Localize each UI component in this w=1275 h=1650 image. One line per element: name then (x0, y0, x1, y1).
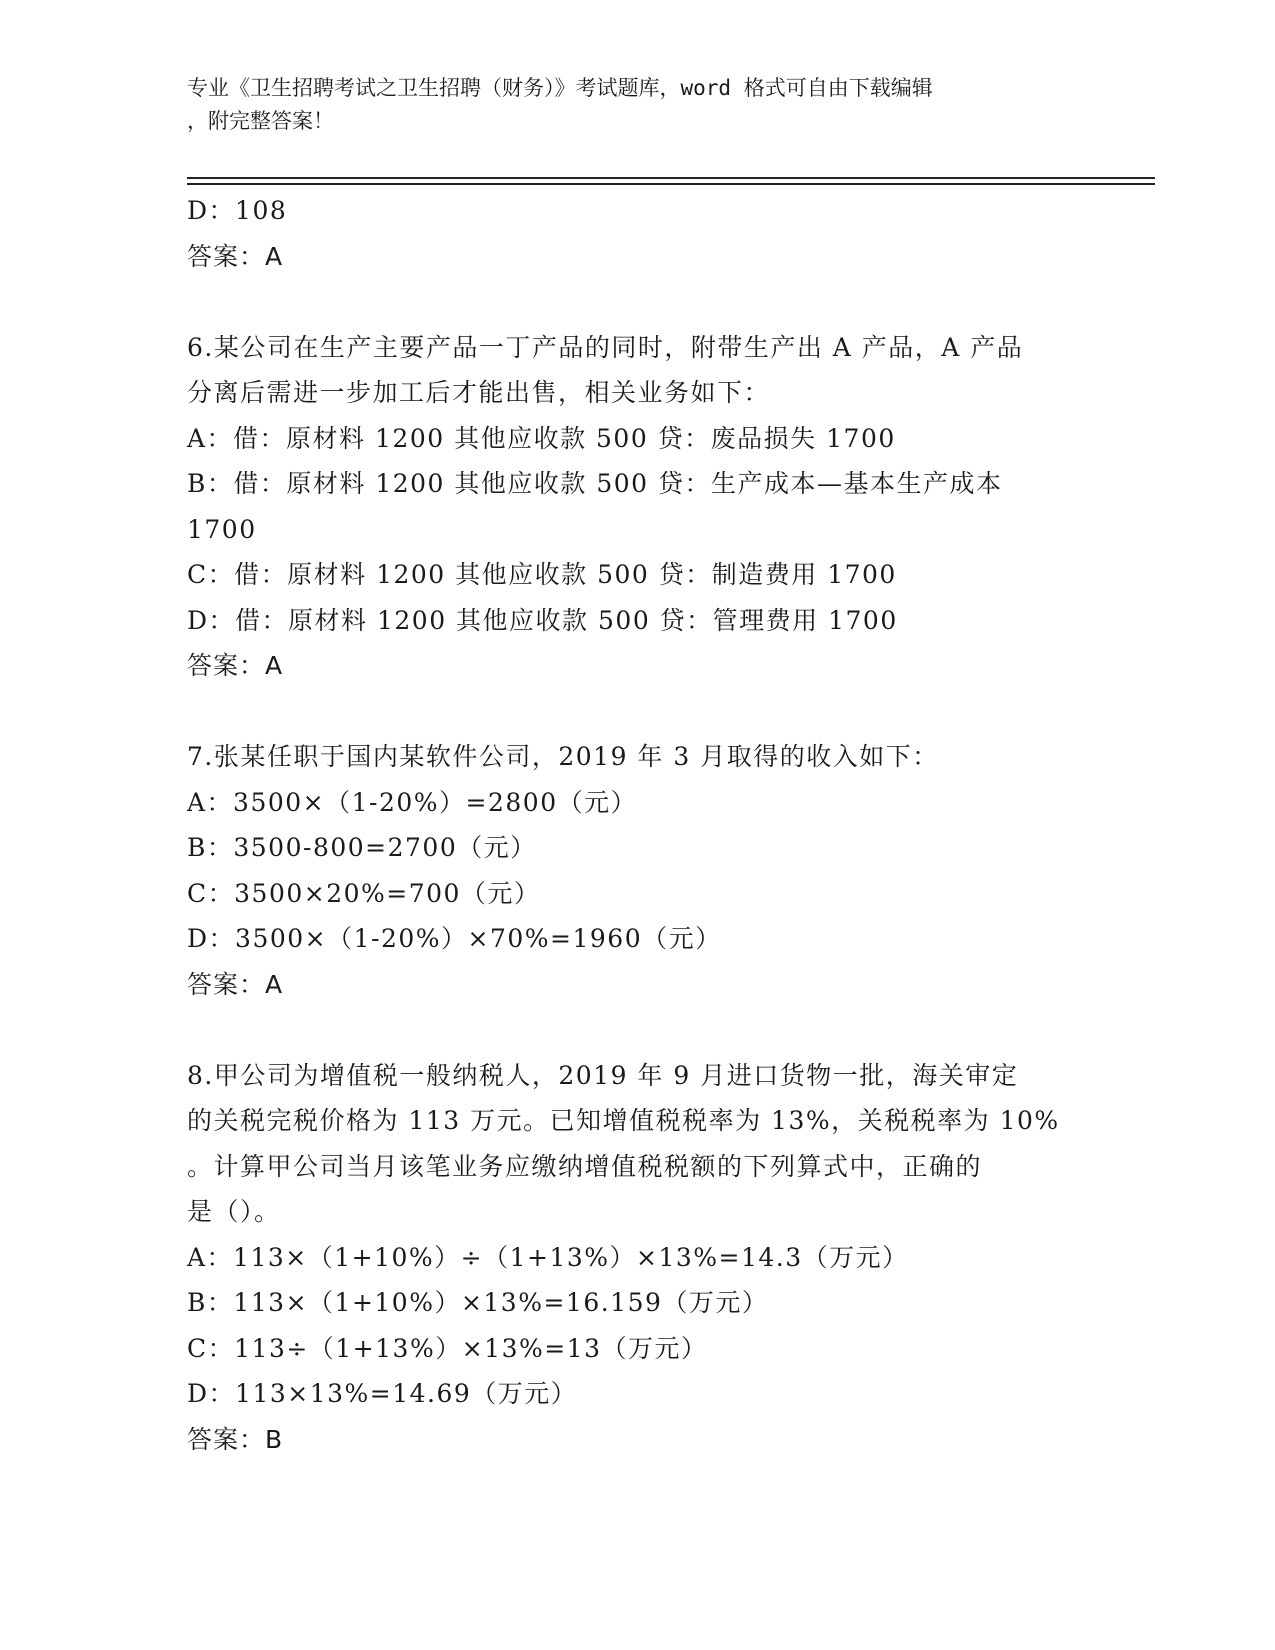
question-6 (187, 325, 1087, 689)
q8-option-b: B：113×（1+10%）×13%=16.159（万元） (187, 1288, 769, 1317)
header-line-2: ，附完整答案！ (187, 109, 334, 133)
q7-option-c: C：3500×20%=700（元） (187, 878, 541, 908)
header-line-1: 专业《卫生招聘考试之卫生招聘（财务）》考试题库，word 格式可自由下载编辑 (187, 76, 933, 100)
prev-option-d: D：108 (187, 196, 288, 225)
question-7 (187, 734, 1087, 1007)
q8-option-c: C：113÷（1+13%）×13%=13（万元） (187, 1333, 708, 1363)
q6-option-b-line-1: B：借：原材料 1200 其他应收款 500 贷：生产成本—基本生产成本 (187, 469, 1003, 498)
q7-option-d: D：3500×（1-20%）×70%=1960（元） (187, 924, 722, 953)
q8-option-a: A：113×（1+10%）÷（1+13%）×13%=14.3（万元） (187, 1242, 909, 1272)
document-header (187, 72, 1087, 138)
spacer (187, 689, 1087, 735)
q8-stem-line-3: 。计算甲公司当月该笔业务应缴纳增值税税额的下列算式中，正确的 (187, 1151, 983, 1181)
q6-stem-line-1: 6.某公司在生产主要产品一丁产品的同时，附带生产出 A 产品，A 产品 (187, 332, 1024, 362)
q8-answer: 答案：B (187, 1424, 284, 1454)
q6-option-a: A：借：原材料 1200 其他应收款 500 贷：废品损失 1700 (187, 423, 896, 453)
q8-stem-line-2: 的关税完税价格为 113 万元。已知增值税税率为 13%，关税税率为 10% (187, 1106, 1060, 1135)
q6-option-c: C：借：原材料 1200 其他应收款 500 贷：制造费用 1700 (187, 560, 897, 589)
question-8 (187, 1053, 1087, 1463)
q7-stem: 7.张某任职于国内某软件公司，2019 年 3 月取得的收入如下： (187, 742, 939, 771)
spacer (187, 279, 1087, 325)
q7-option-a: A：3500×（1-20%）=2800（元） (187, 787, 638, 817)
q7-answer: 答案：A (187, 969, 284, 999)
q6-option-d: D：借：原材料 1200 其他应收款 500 贷：管理费用 1700 (187, 605, 898, 635)
q8-option-d: D：113×13%=14.69（万元） (187, 1379, 578, 1408)
question-list (187, 188, 1087, 1462)
q6-option-b-line-2: 1700 (187, 514, 257, 544)
q7-option-b: B：3500-800=2700（元） (187, 833, 537, 862)
spacer (187, 1007, 1087, 1053)
header-divider-top (187, 177, 1155, 179)
prev-answer: 答案：A (187, 241, 284, 271)
q6-stem-line-2: 分离后需进一步加工后才能出售，相关业务如下： (187, 378, 771, 407)
q6-answer: 答案：A (187, 651, 284, 680)
q8-stem-line-4: 是（）。 (187, 1197, 281, 1226)
header-divider-bottom (187, 183, 1155, 185)
q8-stem-line-1: 8.甲公司为增值税一般纳税人，2019 年 9 月进口货物一批，海关审定 (187, 1060, 1019, 1090)
